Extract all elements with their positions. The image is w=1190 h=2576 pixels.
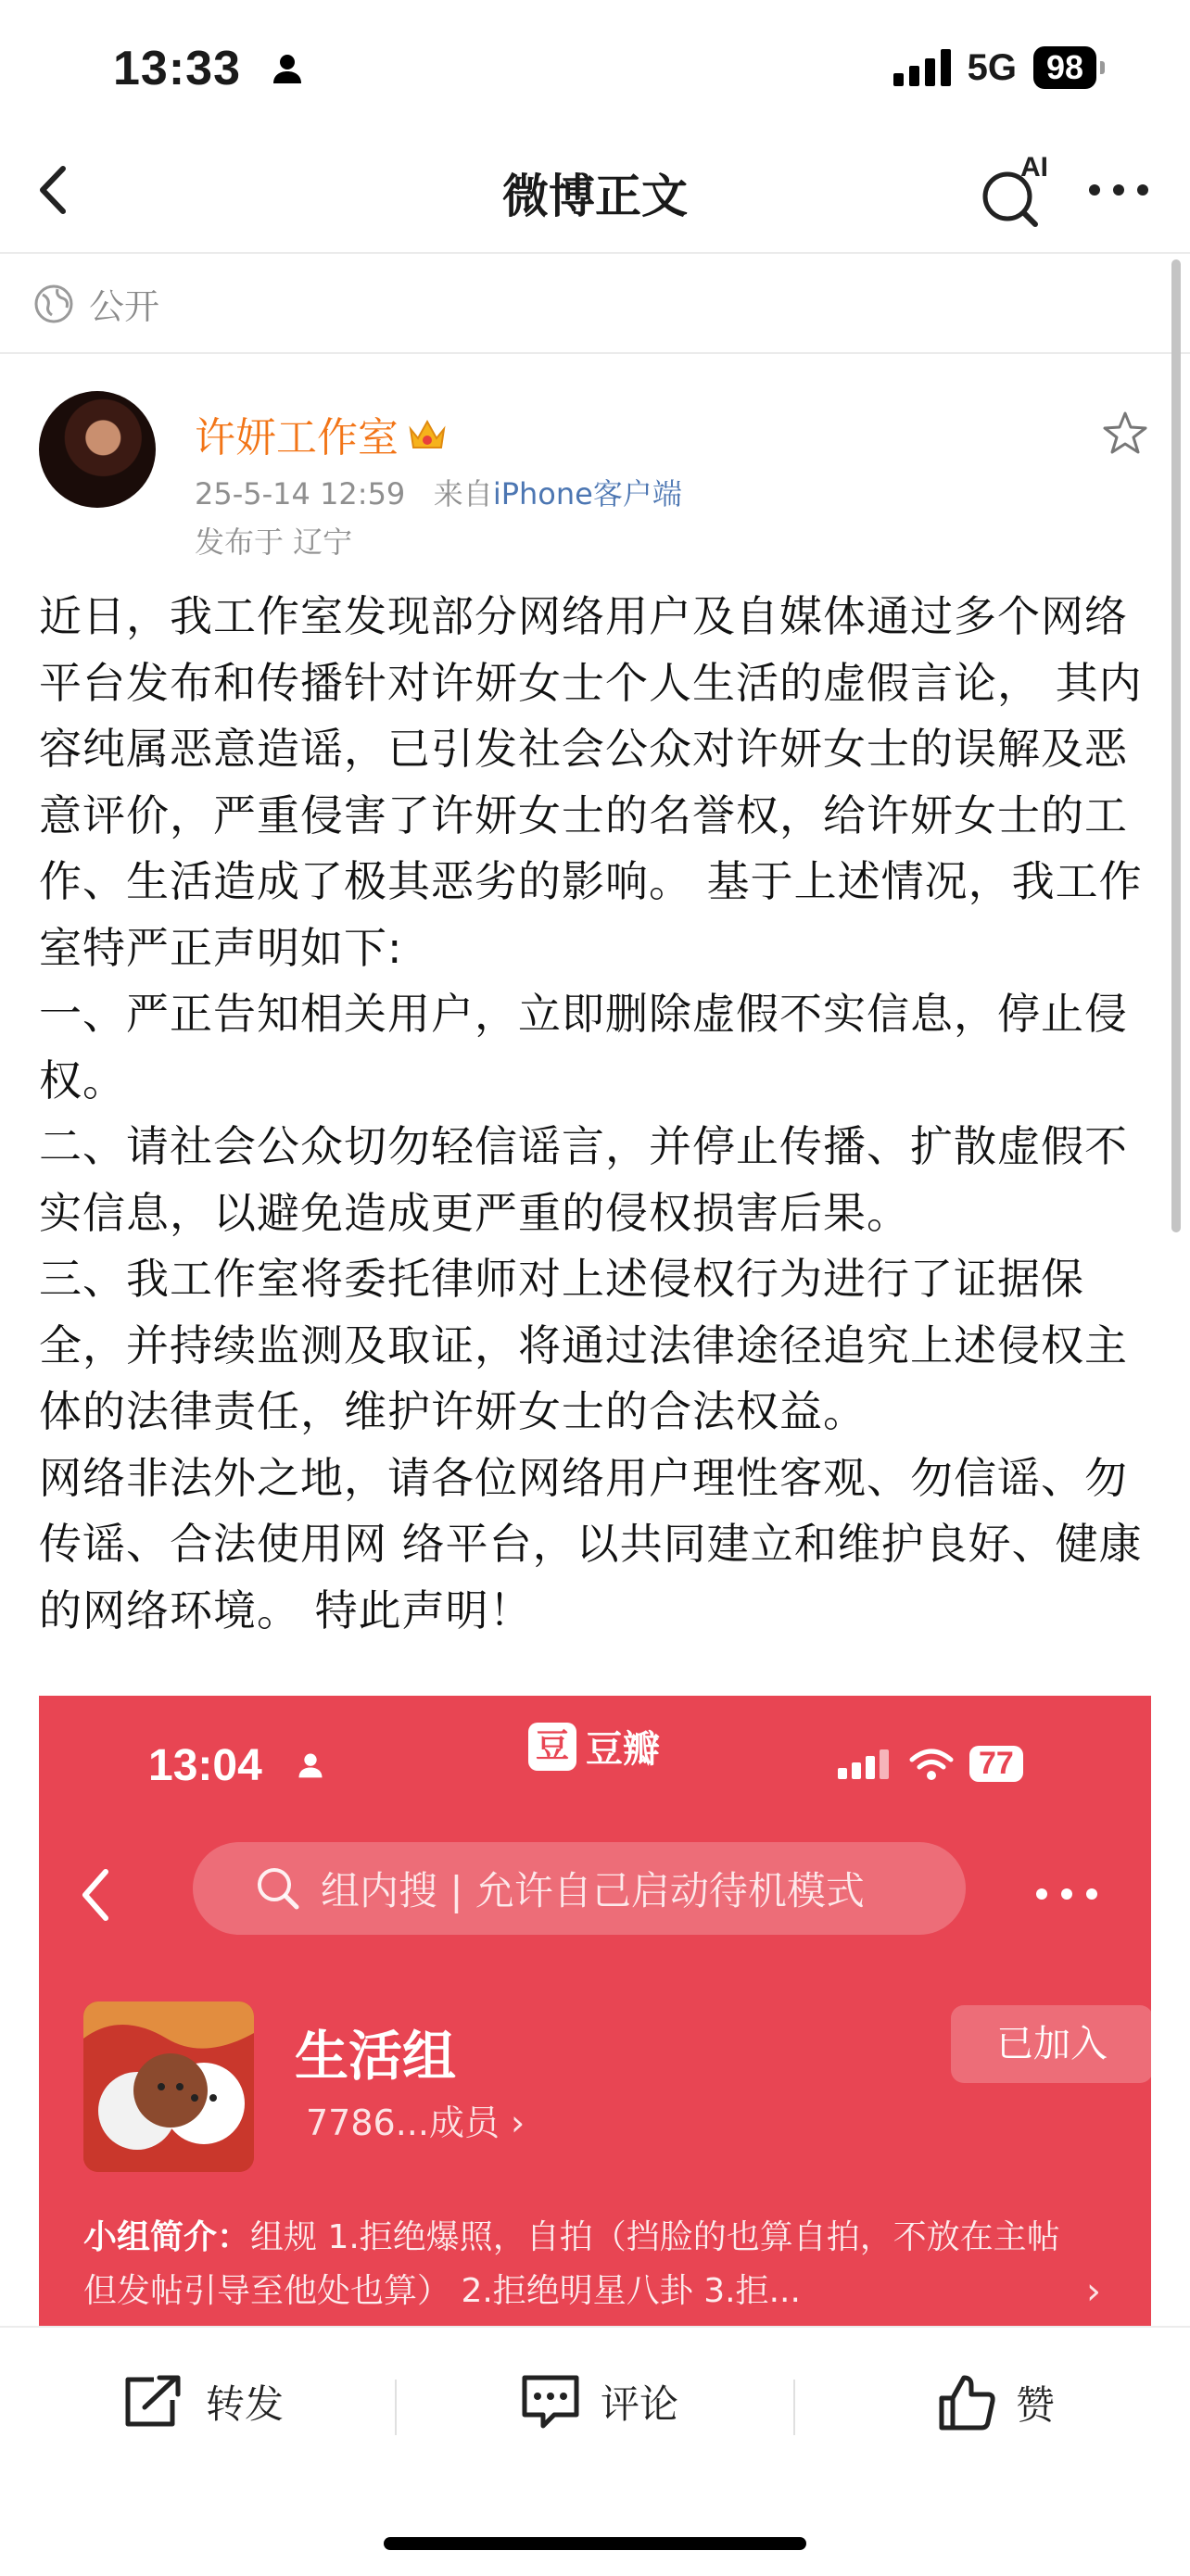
comment-button[interactable] (519, 2372, 678, 2431)
group-name: 生活组 (295, 2025, 457, 2088)
status-time: 13:33 (113, 42, 241, 95)
signal-icon (893, 49, 951, 86)
scrollbar[interactable] (1171, 259, 1181, 1232)
globe-icon (33, 284, 74, 324)
nav-divider (0, 252, 1190, 254)
post-source[interactable]: iPhone客户端 (492, 476, 682, 511)
embed-signal-icon (836, 1748, 893, 1781)
comment-icon (519, 2372, 582, 2431)
visibility-label: 公开 (89, 286, 160, 327)
douban-logo-icon: 豆 (528, 1723, 576, 1771)
post-body: 近日，我工作室发现部分网络用户及自媒体通过多个网络平台发布和传播针对许妍女士个人生活的虚假言论， 其内容纯属恶意造谣，已引发社会公众对许妍女士的误解及恶意评价，严重侵害了许妍女士的名誉权，给许妍女士的工作、生活造成了极其恶劣的影响。 基于上述情况，我工作室特严正声明如下: 一、严正告知相关用户，立即删除虚假不实信息，停止侵权。 二、请社会公众切勿轻信谣言，并停止传播、扩散虚假不实信息，以避免造成更严重的侵权损害后果。 三、我工作室将委托律师对上述侵权行为进行了证据保全，并持续监测及取证，将通过法律途径追究上述侵权主体的法律责任，维护许妍女士的合法权益。 网络非法外之地，请各位网络用户理性客观、勿信谣、勿传谣、合法使用网 络平台，以共同建立和维护良好、健康的网络环境。 特此声明！ (39, 591, 1143, 1635)
battery-icon (1100, 61, 1105, 74)
visibility-row (33, 278, 159, 329)
group-members: 7786...成员 › (306, 2102, 525, 2143)
visibility-divider (0, 352, 1190, 354)
embed-status-indicators (836, 1746, 1023, 1782)
post-location: 发布于 辽宁 (195, 524, 353, 560)
embed-person-icon (297, 1751, 324, 1783)
embed-status-time: 13:04 (148, 1741, 262, 1790)
repost-icon (120, 2372, 187, 2431)
like-button[interactable] (936, 2372, 1055, 2433)
network-type: 5G (967, 46, 1017, 88)
ai-search-button[interactable] (978, 152, 1054, 230)
action-divider (793, 2380, 795, 2435)
douban-app-name: 豆瓣 (586, 1728, 660, 1771)
embed-search-icon (254, 1864, 302, 1913)
group-intro-text: 组规 1.拒绝爆照，自拍（挡脸的也算自拍，不放在主帖但发帖引导至他处也算） 2.拒绝明星八卦 3.拒... (83, 2218, 1060, 2310)
group-intro-label: 小组简介： (83, 2218, 251, 2256)
author-name-row[interactable] (195, 404, 449, 463)
embed-more-icon (1034, 1887, 1099, 1901)
joined-button: 已加入 (951, 2005, 1151, 2083)
action-divider (395, 2380, 397, 2435)
group-cover-image (83, 2001, 254, 2172)
more-icon[interactable] (1086, 181, 1151, 199)
embed-battery-level: 77 (969, 1746, 1023, 1782)
thumbs-up-icon (936, 2372, 997, 2433)
embed-search-placeholder: 组内搜 | 允许自己启动待机模式 (321, 1868, 865, 1913)
ai-badge: AI (1020, 152, 1048, 183)
repost-button[interactable] (120, 2372, 284, 2431)
crown-badge-icon (406, 414, 449, 453)
embed-chevron-right-icon: › (1086, 2270, 1101, 2313)
like-label: 赞 (1016, 2382, 1056, 2428)
battery-level: 98 (1033, 46, 1096, 89)
embed-search-bar (193, 1842, 966, 1935)
status-indicators (893, 46, 1105, 89)
repost-label: 转发 (206, 2381, 285, 2427)
douban-logo (528, 1720, 660, 1773)
person-icon (271, 52, 304, 89)
source-prefix: 来自 (433, 476, 493, 511)
post-meta (195, 471, 682, 513)
comment-label: 评论 (601, 2381, 679, 2427)
group-intro (83, 2211, 1084, 2318)
post-date: 25-5-14 12:59 (195, 476, 406, 511)
favorite-star-icon[interactable] (1101, 410, 1149, 458)
avatar[interactable] (39, 391, 156, 508)
post-image[interactable] (39, 1696, 1151, 2326)
embed-back-icon (78, 1863, 115, 1927)
wifi-icon (908, 1747, 955, 1782)
author-name[interactable]: 许妍工作室 (195, 414, 399, 461)
page-title: 微博正文 (502, 170, 688, 223)
home-indicator[interactable] (384, 2537, 806, 2550)
